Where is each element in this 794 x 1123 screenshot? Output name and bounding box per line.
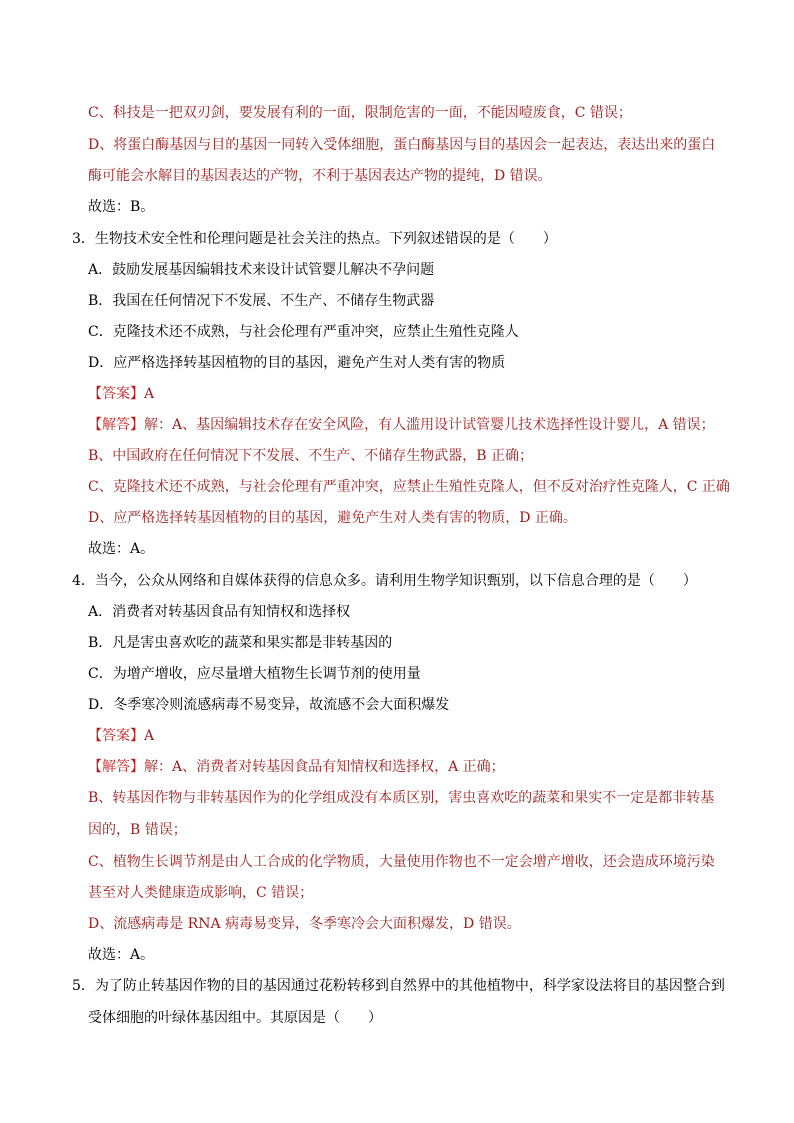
prev-solution-line: 酶可能会水解目的基因表达的产物，不利于基因表达产物的提纯，D 错误。 bbox=[88, 168, 552, 184]
q5-stem-line: 5．为了防止转基因作物的目的基因通过花粉转移到自然界中的其他植物中，科学家设法将目的基因整合到 bbox=[72, 978, 725, 994]
q3-option-b: B．我国在任何情况下不发展、不生产、不储存生物武器 bbox=[88, 293, 435, 309]
q4-analysis-line: D、流感病毒是 RNA 病毒易变异，冬季寒冷会大面积爆发，D 错误。 bbox=[88, 916, 521, 932]
q4-analysis-line: 甚至对人类健康造成影响，C 错误； bbox=[88, 885, 314, 901]
prev-solution-line: C、科技是一把双刃剑，要发展有利的一面，限制危害的一面，不能因噎废食，C 错误； bbox=[88, 105, 632, 121]
q4-option-a: A．消费者对转基因食品有知情权和选择权 bbox=[88, 604, 351, 620]
q4-analysis-line: B、转基因作物与非转基因作为的化学组成没有本质区别，害虫喜欢吃的蔬菜和果实不一定是都非转基 bbox=[88, 790, 715, 806]
answer-label: 【答案】 bbox=[88, 386, 144, 402]
q3-option-c: C．克隆技术还不成熟，与社会伦理有严重冲突，应禁止生殖性克隆人 bbox=[88, 324, 519, 340]
q4-analysis-line: 因的，B 错误； bbox=[88, 822, 187, 838]
answer-value: A bbox=[144, 386, 155, 402]
q4-analysis-line: C、植物生长调节剂是由人工合成的化学物质，大量使用作物也不一定会增产增收，还会造成环境污染 bbox=[88, 854, 715, 870]
q4-option-c: C．为增产增收，应尽量增大植物生长调节剂的使用量 bbox=[88, 666, 421, 682]
q3-conclusion: 故选：A。 bbox=[88, 541, 155, 557]
analysis-label: 【解答】 bbox=[88, 417, 144, 433]
q4-conclusion: 故选：A。 bbox=[88, 947, 155, 963]
q3-analysis-line: D、应严格选择转基因植物的目的基因，避免产生对人类有害的物质，D 正确。 bbox=[88, 510, 577, 526]
q4-stem: 4．当今，公众从网络和自媒体获得的信息众多。请利用生物学知识甄别，以下信息合理的是（ ） bbox=[72, 573, 697, 589]
q3-analysis-first: 【解答】解：A、基因编辑技术存在安全风险，有人滥用设计试管婴儿技术选择性设计婴儿，A 错误； bbox=[88, 417, 715, 433]
analysis-label: 【解答】 bbox=[88, 759, 144, 775]
q3-option-a: A．鼓励发展基因编辑技术来设计试管婴儿解决不孕问题 bbox=[88, 262, 435, 278]
prev-solution-line: D、将蛋白酶基因与目的基因一同转入受体细胞，蛋白酶基因与目的基因会一起表达，表达出来的蛋白 bbox=[88, 137, 716, 153]
q4-option-b: B．凡是害虫喜欢吃的蔬菜和果实都是非转基因的 bbox=[88, 635, 393, 651]
answer-label: 【答案】 bbox=[88, 728, 144, 744]
q3-stem: 3．生物技术安全性和伦理问题是社会关注的热点。下列叙述错误的是（ ） bbox=[72, 231, 557, 247]
q4-analysis-first: 【解答】解：A、消费者对转基因食品有知情权和选择权，A 正确； bbox=[88, 759, 505, 775]
q4-answer bbox=[88, 726, 154, 746]
q3-analysis-line: C、克隆技术还不成熟，与社会伦理有严重冲突，应禁止生殖性克隆人，但不反对治疗性克隆人，C 正确 bbox=[88, 479, 730, 495]
q3-answer bbox=[88, 384, 154, 404]
answer-value: A bbox=[144, 728, 155, 744]
q3-option-d: D．应严格选择转基因植物的目的基因，避免产生对人类有害的物质 bbox=[88, 355, 506, 371]
q3-analysis-line: B、中国政府在任何情况下不发展、不生产、不储存生物武器，B 正确； bbox=[88, 448, 534, 464]
q4-option-d: D．冬季寒冷则流感病毒不易变异，故流感不会大面积爆发 bbox=[88, 697, 450, 713]
prev-conclusion: 故选：B。 bbox=[88, 199, 155, 215]
q5-stem-line: 受体细胞的叶绿体基因组中。其原因是（ ） bbox=[88, 1010, 382, 1026]
